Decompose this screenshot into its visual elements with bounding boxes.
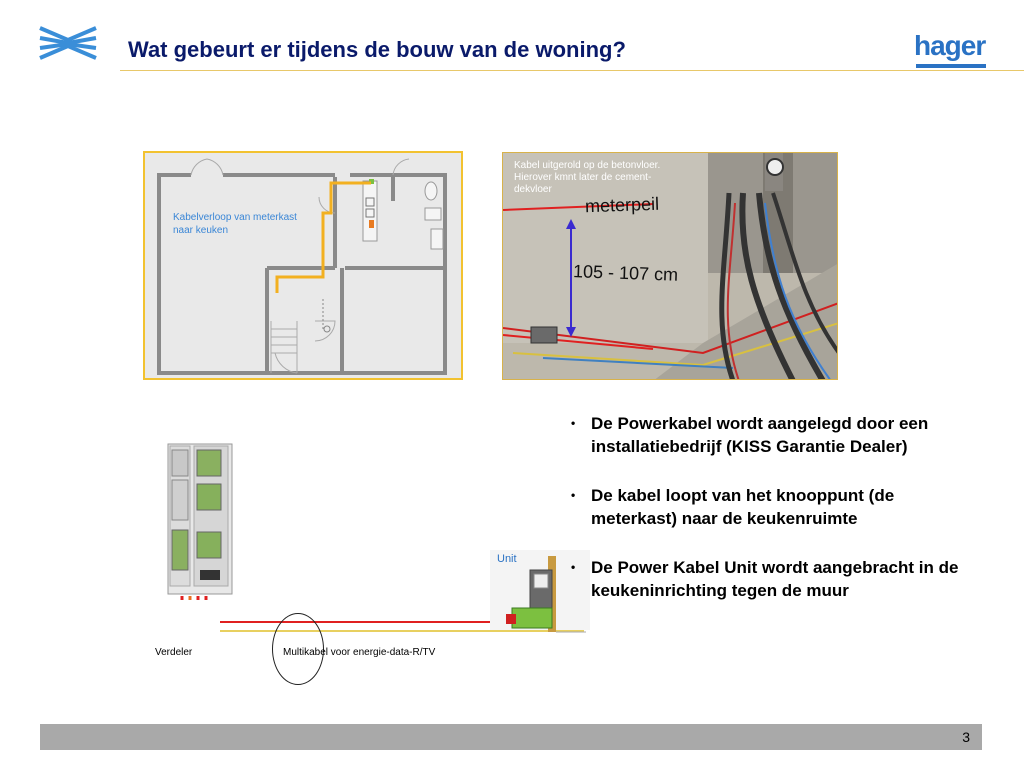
height-label: 105 - 107 cm	[572, 261, 679, 285]
floorplan-label: Kabelverloop van meterkast naar keuken	[173, 212, 297, 236]
cabinet-label: Verdeler	[155, 647, 193, 658]
brand-logo: hager	[914, 30, 986, 61]
distribution-cabinet-image	[160, 440, 240, 600]
brand-underline	[916, 64, 986, 68]
power-cable	[220, 621, 508, 623]
cable-label: Multikabel voor energie-data-R/TV	[283, 647, 436, 658]
level-label: meterpeil	[584, 193, 660, 217]
bullet-item: • De Power Kabel Unit wordt aangebracht in de keukeninrichting tegen de muur	[571, 556, 971, 602]
logo-icon	[38, 24, 98, 60]
photo-caption: Kabel uitgerold op de betonvloer. Hierover kmnt later de cement-dekvloer	[514, 160, 661, 195]
footer-bar	[40, 724, 982, 750]
page-title: Wat gebeurt er tijdens de bouw van de woning?	[128, 37, 626, 62]
floorplan-image	[143, 151, 463, 380]
page-number: 3	[962, 729, 970, 745]
bullet-item: • De kabel loopt van het knooppunt (de meterkast) naar de keukenruimte	[571, 484, 971, 530]
construction-photo	[502, 152, 838, 380]
bullet-list	[571, 412, 971, 628]
unit-label: Unit	[497, 553, 517, 565]
bullet-item: • De Powerkabel wordt aangelegd door een installatiebedrijf (KISS Garantie Dealer)	[571, 412, 971, 458]
title-divider	[120, 70, 1024, 71]
